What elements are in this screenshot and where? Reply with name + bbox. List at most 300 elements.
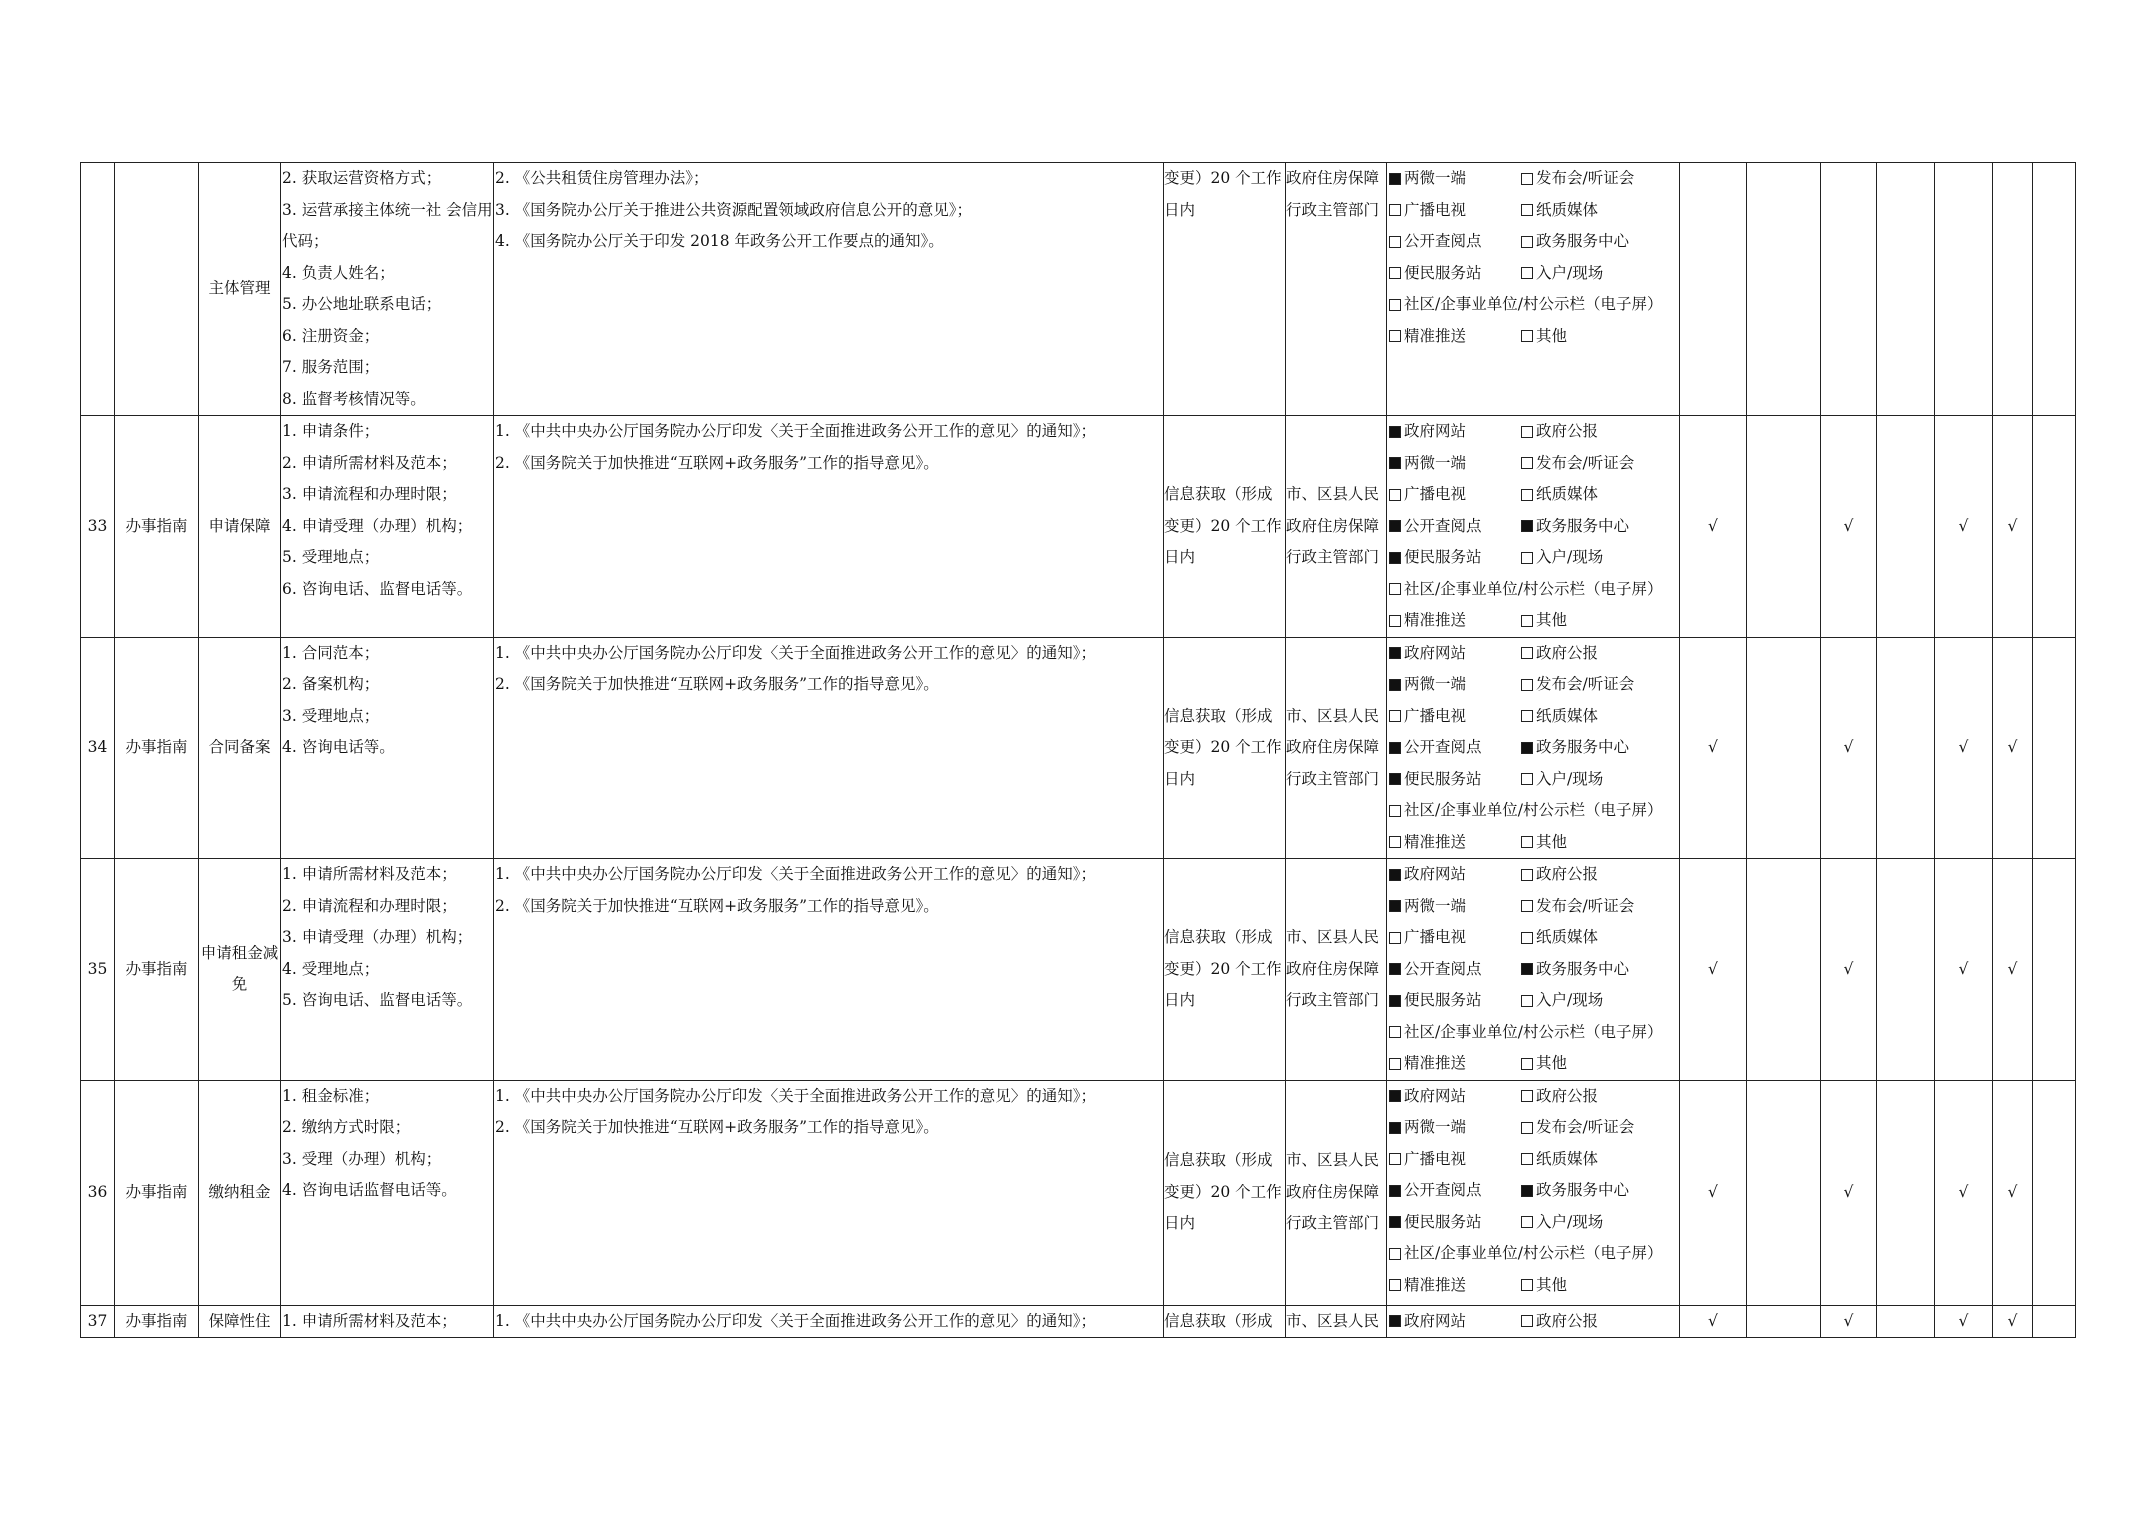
channel-label: 纸质媒体 bbox=[1536, 1149, 1599, 1168]
channel-label: 政务服务中心 bbox=[1536, 232, 1630, 250]
channel-label: 政务服务中心 bbox=[1536, 516, 1630, 535]
channel-label: 公开查阅点 bbox=[1404, 232, 1482, 250]
basis-line: 1. 《中共中央办公厅国务院办公厅印发〈关于全面推进政务公开工作的意见〉的通知》； bbox=[495, 1086, 1096, 1105]
basis-cell bbox=[494, 1305, 1164, 1338]
content-line: 1. 申请条件； bbox=[282, 422, 380, 440]
unchecked-box-icon bbox=[1389, 267, 1401, 279]
channel-option bbox=[1521, 891, 1634, 923]
channel-option bbox=[1521, 701, 1598, 733]
checked-box-icon bbox=[1521, 742, 1533, 754]
unchecked-box-icon bbox=[1389, 583, 1401, 595]
channel-option bbox=[1521, 258, 1603, 290]
content-line: 4. 负责人姓名； bbox=[282, 263, 395, 282]
channel-label: 政府网站 bbox=[1404, 1311, 1467, 1330]
channel-option bbox=[1521, 1207, 1603, 1239]
content-line: 8. 监督考核情况等。 bbox=[282, 389, 426, 408]
category-cell: 办事指南 bbox=[115, 859, 199, 1081]
channel-option bbox=[1389, 479, 1521, 511]
content-line: 4. 受理地点； bbox=[282, 959, 380, 978]
content-line: 5. 咨询电话、监督电话等。 bbox=[282, 991, 473, 1009]
unchecked-box-icon bbox=[1521, 1153, 1533, 1165]
unchecked-box-icon bbox=[1521, 236, 1533, 248]
table-row bbox=[81, 859, 2076, 1081]
subcategory-cell: 主体管理 bbox=[199, 163, 281, 416]
check-mark-cell: √ bbox=[1935, 416, 1993, 638]
check-mark-cell: √ bbox=[1935, 1080, 1993, 1305]
channel-label: 发布会/听证会 bbox=[1536, 675, 1635, 693]
channel-row bbox=[1389, 448, 1679, 480]
unchecked-box-icon bbox=[1521, 900, 1533, 912]
unchecked-box-icon bbox=[1389, 836, 1401, 848]
channel-label: 广播电视 bbox=[1404, 485, 1467, 503]
check-mark-cell: √ bbox=[1680, 637, 1747, 859]
responsible-org-cell: 市、区县人民政府住房保障行政主管部门 bbox=[1286, 1080, 1387, 1305]
unchecked-box-icon bbox=[1521, 267, 1533, 279]
unchecked-box-icon bbox=[1521, 1122, 1533, 1134]
check-mark-cell bbox=[1877, 1305, 1935, 1338]
checked-box-icon bbox=[1389, 773, 1401, 785]
check-mark-cell: √ bbox=[1821, 416, 1877, 638]
time-limit-cell: 信息获取（形成 bbox=[1164, 1305, 1286, 1338]
unchecked-box-icon bbox=[1521, 204, 1533, 216]
basis-line: 1. 《中共中央办公厅国务院办公厅印发〈关于全面推进政务公开工作的意见〉的通知》； bbox=[495, 865, 1096, 883]
channel-label: 广播电视 bbox=[1404, 928, 1467, 946]
channel-option bbox=[1389, 1048, 1521, 1080]
content-line: 2. 获取运营资格方式； bbox=[282, 169, 442, 187]
category-cell: 办事指南 bbox=[115, 1305, 199, 1338]
channel-label: 入户/现场 bbox=[1536, 263, 1604, 282]
time-limit-cell: 变更）20 个工作日内 bbox=[1164, 163, 1286, 416]
unchecked-box-icon bbox=[1389, 1279, 1401, 1291]
content-line: 5. 受理地点； bbox=[282, 548, 380, 566]
channel-option bbox=[1521, 1081, 1598, 1113]
responsible-org-cell: 市、区县人民 bbox=[1286, 1305, 1387, 1338]
check-mark-cell bbox=[1877, 416, 1935, 638]
category-cell: 办事指南 bbox=[115, 637, 199, 859]
channel-label: 其他 bbox=[1536, 611, 1568, 629]
channel-label: 公开查阅点 bbox=[1404, 516, 1482, 535]
checked-box-icon bbox=[1389, 1090, 1401, 1102]
unchecked-box-icon bbox=[1389, 615, 1401, 627]
subcategory-cell: 申请保障 bbox=[199, 416, 281, 638]
channel-option bbox=[1389, 511, 1521, 543]
channel-option bbox=[1389, 574, 1662, 606]
channel-option bbox=[1389, 922, 1521, 954]
check-mark-cell: √ bbox=[1935, 859, 1993, 1081]
unchecked-box-icon bbox=[1521, 1315, 1533, 1327]
channel-option bbox=[1521, 416, 1598, 448]
check-mark-cell bbox=[2033, 416, 2076, 638]
channels-cell bbox=[1387, 637, 1680, 859]
check-mark-cell: √ bbox=[1821, 637, 1877, 859]
channel-option bbox=[1389, 827, 1521, 859]
channel-option bbox=[1389, 732, 1521, 764]
channel-row bbox=[1389, 163, 1679, 195]
unchecked-box-icon bbox=[1521, 1279, 1533, 1291]
channel-option bbox=[1389, 1081, 1521, 1113]
check-mark-cell bbox=[1747, 637, 1821, 859]
content-cell bbox=[281, 1305, 494, 1338]
table-row bbox=[81, 1305, 2076, 1338]
check-mark-cell: √ bbox=[1680, 416, 1747, 638]
unchecked-box-icon bbox=[1521, 932, 1533, 944]
channel-label: 精准推送 bbox=[1404, 326, 1467, 345]
checked-box-icon bbox=[1389, 173, 1401, 185]
channel-option bbox=[1389, 1175, 1521, 1207]
channel-row bbox=[1389, 511, 1679, 543]
channel-label: 精准推送 bbox=[1404, 832, 1467, 851]
channel-label: 其他 bbox=[1536, 1275, 1568, 1294]
responsible-org-cell: 政府住房保障行政主管部门 bbox=[1286, 163, 1387, 416]
checked-box-icon bbox=[1389, 1185, 1401, 1197]
channel-label: 政府公报 bbox=[1536, 643, 1599, 662]
unchecked-box-icon bbox=[1521, 1216, 1533, 1228]
unchecked-box-icon bbox=[1389, 805, 1401, 817]
check-mark-cell: √ bbox=[1935, 637, 1993, 859]
channel-label: 广播电视 bbox=[1404, 200, 1467, 219]
channel-label: 精准推送 bbox=[1404, 1275, 1467, 1294]
table-row bbox=[81, 1080, 2076, 1305]
checked-box-icon bbox=[1521, 963, 1533, 975]
table-row bbox=[81, 163, 2076, 416]
check-mark-cell bbox=[2033, 859, 2076, 1081]
channel-row bbox=[1389, 289, 1679, 321]
category-cell: 办事指南 bbox=[115, 416, 199, 638]
unchecked-box-icon bbox=[1389, 1026, 1401, 1038]
channel-row bbox=[1389, 605, 1679, 637]
unchecked-box-icon bbox=[1521, 773, 1533, 785]
check-mark-cell bbox=[1877, 163, 1935, 416]
channel-option bbox=[1521, 732, 1629, 764]
content-line: 1. 租金标准； bbox=[282, 1086, 380, 1105]
channel-label: 入户/现场 bbox=[1536, 769, 1604, 788]
check-mark-cell bbox=[1747, 859, 1821, 1081]
unchecked-box-icon bbox=[1521, 1090, 1533, 1102]
check-mark-cell bbox=[1877, 1080, 1935, 1305]
table-body bbox=[81, 163, 2076, 1338]
check-mark-cell bbox=[1877, 637, 1935, 859]
unchecked-box-icon bbox=[1389, 489, 1401, 501]
check-mark-cell: √ bbox=[1680, 1305, 1747, 1338]
channel-option bbox=[1521, 954, 1629, 986]
channel-option bbox=[1389, 416, 1521, 448]
time-limit-cell: 信息获取（形成变更）20 个工作日内 bbox=[1164, 1080, 1286, 1305]
channel-label: 公开查阅点 bbox=[1404, 959, 1482, 978]
channel-option bbox=[1521, 985, 1603, 1017]
content-cell bbox=[281, 1080, 494, 1305]
channel-row bbox=[1389, 416, 1679, 448]
basis-line: 1. 《中共中央办公厅国务院办公厅印发〈关于全面推进政务公开工作的意见〉的通知》； bbox=[495, 643, 1096, 662]
unchecked-box-icon bbox=[1389, 236, 1401, 248]
check-mark-cell bbox=[1680, 163, 1747, 416]
checked-box-icon bbox=[1389, 900, 1401, 912]
check-mark-cell: √ bbox=[1993, 637, 2033, 859]
check-mark-cell: √ bbox=[1821, 859, 1877, 1081]
unchecked-box-icon bbox=[1521, 330, 1533, 342]
row-number-cell: 35 bbox=[81, 859, 115, 1081]
channel-label: 政府网站 bbox=[1404, 643, 1467, 662]
content-line: 3. 受理地点； bbox=[282, 706, 380, 725]
category-cell: 办事指南 bbox=[115, 1080, 199, 1305]
content-line: 5. 办公地址联系电话； bbox=[282, 295, 442, 313]
basis-line: 4. 《国务院办公厅关于印发 2018 年政务公开工作要点的通知》。 bbox=[495, 232, 944, 250]
channel-option bbox=[1389, 1207, 1521, 1239]
check-mark-cell bbox=[2033, 1305, 2076, 1338]
channel-row bbox=[1389, 891, 1679, 923]
channel-label: 入户/现场 bbox=[1536, 991, 1604, 1009]
content-line: 1. 合同范本； bbox=[282, 643, 380, 662]
table-row bbox=[81, 416, 2076, 638]
table-row bbox=[81, 637, 2076, 859]
channel-row bbox=[1389, 574, 1679, 606]
check-mark-cell: √ bbox=[1993, 1080, 2033, 1305]
channel-option bbox=[1521, 605, 1567, 637]
unchecked-box-icon bbox=[1389, 1058, 1401, 1070]
check-mark-cell bbox=[1747, 1305, 1821, 1338]
check-mark-cell: √ bbox=[1680, 1080, 1747, 1305]
checked-box-icon bbox=[1389, 1122, 1401, 1134]
channels-cell bbox=[1387, 1305, 1680, 1338]
subcategory-cell: 缴纳租金 bbox=[199, 1080, 281, 1305]
channel-option bbox=[1389, 859, 1521, 891]
basis-cell bbox=[494, 416, 1164, 638]
channel-row bbox=[1389, 859, 1679, 891]
channel-row bbox=[1389, 321, 1679, 353]
channel-row bbox=[1389, 638, 1679, 670]
channel-option bbox=[1389, 258, 1521, 290]
content-cell bbox=[281, 859, 494, 1081]
unchecked-box-icon bbox=[1521, 647, 1533, 659]
channel-option bbox=[1521, 1270, 1567, 1302]
channel-option bbox=[1521, 1306, 1598, 1338]
channel-option bbox=[1521, 163, 1634, 195]
channels-cell bbox=[1387, 416, 1680, 638]
row-number-cell: 33 bbox=[81, 416, 115, 638]
content-line: 3. 受理（办理）机构； bbox=[282, 1149, 442, 1168]
channel-row bbox=[1389, 1112, 1679, 1144]
channel-option bbox=[1521, 764, 1603, 796]
channel-row bbox=[1389, 764, 1679, 796]
channel-option bbox=[1521, 226, 1629, 258]
channel-label: 政府公报 bbox=[1536, 865, 1599, 883]
channel-option bbox=[1521, 1144, 1598, 1176]
channel-label: 社区/企事业单位/村公示栏（电子屏） bbox=[1404, 1022, 1663, 1041]
time-limit-cell: 信息获取（形成变更）20 个工作日内 bbox=[1164, 637, 1286, 859]
responsible-org-cell: 市、区县人民政府住房保障行政主管部门 bbox=[1286, 416, 1387, 638]
channel-label: 其他 bbox=[1536, 1054, 1568, 1072]
channel-label: 两微一端 bbox=[1404, 1118, 1467, 1136]
unchecked-box-icon bbox=[1521, 457, 1533, 469]
channel-row bbox=[1389, 669, 1679, 701]
check-mark-cell bbox=[1935, 163, 1993, 416]
channel-row bbox=[1389, 985, 1679, 1017]
channel-label: 发布会/听证会 bbox=[1536, 1118, 1635, 1136]
basis-cell bbox=[494, 163, 1164, 416]
channel-label: 政府公报 bbox=[1536, 1311, 1599, 1330]
channel-option bbox=[1389, 1112, 1521, 1144]
check-mark-cell bbox=[1877, 859, 1935, 1081]
channel-option bbox=[1389, 1270, 1521, 1302]
channel-option bbox=[1521, 1048, 1567, 1080]
channel-label: 便民服务站 bbox=[1404, 1212, 1482, 1231]
check-mark-cell: √ bbox=[1993, 859, 2033, 1081]
basis-line: 2. 《国务院关于加快推进“互联网+政务服务”工作的指导意见》。 bbox=[495, 453, 939, 472]
unchecked-box-icon bbox=[1389, 1153, 1401, 1165]
channel-option bbox=[1389, 891, 1521, 923]
channel-option bbox=[1389, 542, 1521, 574]
channel-option bbox=[1521, 669, 1634, 701]
channel-label: 社区/企事业单位/村公示栏（电子屏） bbox=[1404, 1244, 1663, 1262]
content-cell bbox=[281, 416, 494, 638]
basis-line: 2. 《公共租赁住房管理办法》； bbox=[495, 169, 709, 187]
channel-row bbox=[1389, 226, 1679, 258]
channel-option bbox=[1521, 479, 1598, 511]
check-mark-cell: √ bbox=[1935, 1305, 1993, 1338]
checked-box-icon bbox=[1521, 1185, 1533, 1197]
check-mark-cell bbox=[1747, 416, 1821, 638]
row-number-cell: 36 bbox=[81, 1080, 115, 1305]
unchecked-box-icon bbox=[1389, 299, 1401, 311]
basis-line: 1. 《中共中央办公厅国务院办公厅印发〈关于全面推进政务公开工作的意见〉的通知》； bbox=[495, 422, 1096, 440]
basis-cell bbox=[494, 1080, 1164, 1305]
channel-label: 纸质媒体 bbox=[1536, 928, 1599, 946]
checked-box-icon bbox=[1389, 995, 1401, 1007]
responsible-org-cell: 市、区县人民政府住房保障行政主管部门 bbox=[1286, 859, 1387, 1081]
check-mark-cell: √ bbox=[1821, 1080, 1877, 1305]
basis-cell bbox=[494, 859, 1164, 1081]
unchecked-box-icon bbox=[1521, 869, 1533, 881]
checked-box-icon bbox=[1389, 742, 1401, 754]
channel-label: 政务服务中心 bbox=[1536, 738, 1630, 756]
check-mark-cell bbox=[2033, 163, 2076, 416]
channel-row bbox=[1389, 1306, 1679, 1338]
channel-option bbox=[1389, 226, 1521, 258]
checked-box-icon bbox=[1389, 679, 1401, 691]
channel-label: 便民服务站 bbox=[1404, 991, 1482, 1009]
channel-label: 政府公报 bbox=[1536, 1086, 1599, 1105]
channel-row bbox=[1389, 1270, 1679, 1302]
check-mark-cell: √ bbox=[1993, 1305, 2033, 1338]
content-line: 2. 缴纳方式时限； bbox=[282, 1118, 411, 1136]
time-limit-cell: 信息获取（形成变更）20 个工作日内 bbox=[1164, 416, 1286, 638]
check-mark-cell bbox=[1747, 163, 1821, 416]
content-line: 7. 服务范围； bbox=[282, 358, 380, 376]
checked-box-icon bbox=[1389, 1216, 1401, 1228]
channel-label: 社区/企事业单位/村公示栏（电子屏） bbox=[1404, 295, 1663, 313]
channel-row bbox=[1389, 1175, 1679, 1207]
channel-option bbox=[1389, 1144, 1521, 1176]
channel-label: 广播电视 bbox=[1404, 706, 1467, 725]
check-mark-cell: √ bbox=[1821, 1305, 1877, 1338]
channel-row bbox=[1389, 701, 1679, 733]
channel-label: 精准推送 bbox=[1404, 611, 1467, 629]
channel-option bbox=[1521, 542, 1603, 574]
channel-row bbox=[1389, 827, 1679, 859]
content-line: 3. 运营承接主体统一社 会信用代码； bbox=[282, 200, 493, 250]
channel-label: 政务服务中心 bbox=[1536, 1181, 1630, 1199]
unchecked-box-icon bbox=[1521, 710, 1533, 722]
channel-option bbox=[1521, 638, 1598, 670]
channel-option bbox=[1389, 1017, 1662, 1049]
subcategory-cell: 合同备案 bbox=[199, 637, 281, 859]
channel-label: 政府网站 bbox=[1404, 865, 1467, 883]
channel-option bbox=[1389, 701, 1521, 733]
channel-option bbox=[1389, 321, 1521, 353]
channel-row bbox=[1389, 1081, 1679, 1113]
content-cell bbox=[281, 637, 494, 859]
channel-row bbox=[1389, 795, 1679, 827]
channels-cell bbox=[1387, 1080, 1680, 1305]
responsible-org-cell: 市、区县人民政府住房保障行政主管部门 bbox=[1286, 637, 1387, 859]
content-line: 4. 申请受理（办理）机构； bbox=[282, 516, 473, 535]
channel-label: 其他 bbox=[1536, 832, 1568, 851]
channel-row bbox=[1389, 1048, 1679, 1080]
row-number-cell bbox=[81, 163, 115, 416]
check-mark-cell: √ bbox=[1993, 416, 2033, 638]
basis-line: 3. 《国务院办公厅关于推进公共资源配置领域政府信息公开的意见》； bbox=[495, 200, 972, 219]
channel-label: 政府网站 bbox=[1404, 1086, 1467, 1105]
checked-box-icon bbox=[1389, 426, 1401, 438]
category-cell bbox=[115, 163, 199, 416]
unchecked-box-icon bbox=[1521, 995, 1533, 1007]
checked-box-icon bbox=[1521, 520, 1533, 532]
channel-option bbox=[1521, 859, 1598, 891]
check-mark-cell: √ bbox=[1680, 859, 1747, 1081]
channel-option bbox=[1389, 764, 1521, 796]
unchecked-box-icon bbox=[1389, 330, 1401, 342]
content-line: 2. 申请流程和办理时限； bbox=[282, 896, 457, 915]
unchecked-box-icon bbox=[1521, 552, 1533, 564]
row-number-cell: 37 bbox=[81, 1305, 115, 1338]
channel-option bbox=[1389, 1306, 1521, 1338]
unchecked-box-icon bbox=[1521, 489, 1533, 501]
unchecked-box-icon bbox=[1521, 615, 1533, 627]
check-mark-cell bbox=[2033, 1080, 2076, 1305]
channel-label: 社区/企事业单位/村公示栏（电子屏） bbox=[1404, 801, 1663, 819]
channels-cell bbox=[1387, 163, 1680, 416]
channel-label: 入户/现场 bbox=[1536, 1212, 1604, 1231]
content-line: 2. 申请所需材料及范本； bbox=[282, 453, 457, 472]
row-number-cell: 34 bbox=[81, 637, 115, 859]
channel-option bbox=[1521, 827, 1567, 859]
content-line: 6. 注册资金； bbox=[282, 326, 380, 345]
channel-option bbox=[1389, 1238, 1662, 1270]
checked-box-icon bbox=[1389, 1315, 1401, 1327]
channel-row bbox=[1389, 1207, 1679, 1239]
channel-row bbox=[1389, 195, 1679, 227]
channel-label: 发布会/听证会 bbox=[1536, 453, 1635, 472]
channel-label: 便民服务站 bbox=[1404, 769, 1482, 788]
check-mark-cell bbox=[1747, 1080, 1821, 1305]
channel-label: 其他 bbox=[1536, 326, 1568, 345]
unchecked-box-icon bbox=[1521, 1058, 1533, 1070]
unchecked-box-icon bbox=[1521, 679, 1533, 691]
channel-label: 入户/现场 bbox=[1536, 548, 1604, 566]
channel-option bbox=[1389, 669, 1521, 701]
channel-option bbox=[1521, 195, 1598, 227]
channel-option bbox=[1521, 448, 1634, 480]
checked-box-icon bbox=[1389, 869, 1401, 881]
channel-option bbox=[1521, 321, 1567, 353]
channel-option bbox=[1521, 511, 1629, 543]
unchecked-box-icon bbox=[1389, 710, 1401, 722]
channel-option bbox=[1389, 795, 1662, 827]
check-mark-cell bbox=[2033, 637, 2076, 859]
channel-label: 社区/企事业单位/村公示栏（电子屏） bbox=[1404, 579, 1663, 598]
unchecked-box-icon bbox=[1389, 204, 1401, 216]
check-mark-cell bbox=[1821, 163, 1877, 416]
channel-option bbox=[1521, 1112, 1634, 1144]
